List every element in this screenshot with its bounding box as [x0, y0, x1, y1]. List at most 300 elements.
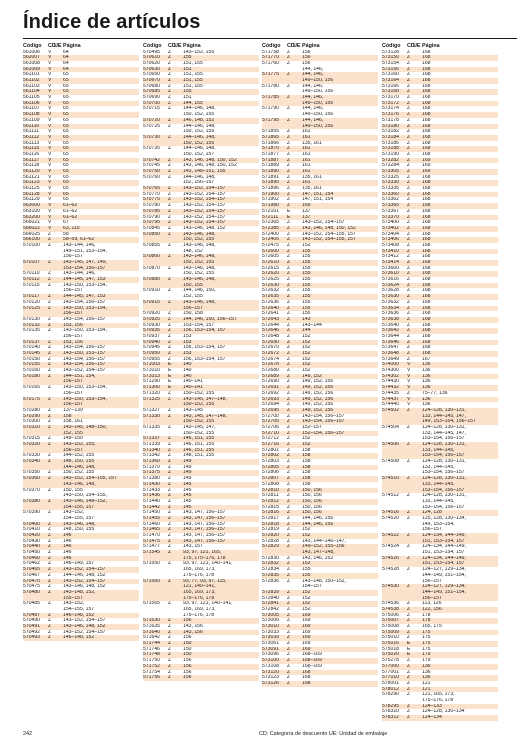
discount-category: Z: [48, 442, 52, 448]
page-refs: 93, 97, 121, 140–141,: [183, 601, 233, 607]
article-code: 571887: [262, 157, 279, 163]
page-refs: 149, 153–154,: [422, 521, 455, 527]
page-refs: 168–169: [302, 652, 322, 658]
discount-category: Z: [48, 567, 52, 573]
discount-category: Z: [407, 260, 411, 266]
discount-category: V: [48, 225, 52, 231]
page-refs: 137: [302, 214, 311, 220]
page-refs: 152: [302, 606, 311, 612]
article-code: 573154: [382, 60, 399, 66]
article-code: 566025: [23, 231, 40, 237]
page-refs: 151, 155: [183, 60, 203, 66]
page-refs: 148, 150, 155: [63, 527, 95, 533]
article-code: 571477: [143, 544, 160, 550]
discount-category: Z: [407, 265, 411, 271]
discount-category: Z: [168, 658, 172, 664]
page-refs: 168: [302, 675, 311, 681]
article-code: 570300: [23, 419, 40, 425]
discount-category: Z: [287, 504, 291, 510]
column-header: [143, 43, 259, 50]
discount-category: Z: [287, 95, 291, 101]
discount-category: Z: [287, 140, 291, 146]
article-code: 573128: [382, 49, 399, 55]
article-code: 570785: [143, 208, 160, 214]
discount-category: Z: [407, 584, 411, 590]
page-refs: 124–134, 144–149,: [422, 555, 466, 561]
page-refs: 150, 156: [302, 510, 322, 516]
article-code: 571795: [262, 117, 279, 123]
page-refs: 136: [422, 396, 431, 402]
article-code: 572632: [262, 288, 279, 294]
article-code: 573184: [382, 134, 399, 140]
article-code: 570685: [143, 89, 160, 95]
discount-category: Z: [287, 595, 291, 601]
article-code: 573325: [382, 174, 399, 180]
page-refs: 149–150, 156: [302, 123, 334, 129]
discount-category: Z: [407, 515, 411, 521]
discount-category: Z: [287, 447, 291, 453]
article-code: 574530: [382, 584, 399, 590]
page-refs: 151, 155: [183, 72, 203, 78]
discount-category: Z: [48, 527, 52, 533]
discount-category: Z: [287, 680, 291, 686]
article-code: 570360: [23, 476, 40, 482]
discount-category: Z: [407, 106, 411, 112]
discount-category: Z: [168, 515, 172, 521]
discount-category: Z: [48, 339, 52, 345]
page-refs: 168–169: [302, 663, 322, 669]
discount-category: Z: [287, 555, 291, 561]
page-refs: 150, 152, 155: [63, 470, 95, 476]
page-refs: 143–152,: [63, 601, 85, 607]
discount-category: Z: [287, 242, 291, 248]
article-code: 570670: [143, 78, 160, 84]
discount-category: Z: [407, 390, 411, 396]
discount-category: Z: [48, 618, 52, 624]
discount-category: Z: [287, 601, 291, 607]
discount-category: Z: [407, 78, 411, 84]
discount-category: Z: [48, 470, 52, 476]
discount-category: Z: [168, 197, 172, 203]
page-refs: 168: [422, 60, 431, 66]
page-refs: 143–144: [302, 322, 322, 328]
article-code: 573039: [262, 635, 279, 641]
page-refs: 143–150, 153–157: [63, 351, 106, 357]
discount-category: Z: [168, 123, 172, 129]
article-code: 572111: [262, 214, 279, 220]
article-code: 561103: [23, 83, 40, 89]
header-pagina: Página: [302, 43, 320, 49]
page-refs: 168: [422, 100, 431, 106]
article-code: 573647: [382, 345, 399, 351]
page-refs: 143–146, 148,: [63, 521, 96, 527]
page-refs: 135, 161: [302, 140, 322, 146]
article-code: 570493: [23, 635, 40, 641]
article-code: 575018: [382, 646, 399, 652]
article-code: 572840: [262, 595, 279, 601]
page-refs: 158: [63, 413, 72, 419]
discount-category: V: [407, 385, 411, 391]
page-refs: 168: [422, 66, 431, 72]
discount-category: V: [48, 117, 52, 123]
page-refs: 155: [302, 288, 311, 294]
article-code: 570120: [23, 299, 40, 305]
discount-category: Z: [168, 527, 172, 533]
article-code: 570735: [143, 146, 160, 152]
page-refs: 150, 156: [302, 487, 322, 493]
article-code: 570487: [23, 612, 40, 618]
index-column: [143, 43, 259, 681]
article-code: 570845: [143, 225, 160, 231]
page-refs: 169: [302, 635, 311, 641]
article-code: 577001: [382, 669, 399, 675]
discount-category: V: [407, 368, 411, 374]
page-refs: 168: [422, 123, 431, 129]
page-refs: 122, 156: [422, 606, 442, 612]
page-refs: 156–157: [63, 379, 83, 385]
article-code: 561104: [23, 89, 40, 95]
page-refs: 150: [183, 641, 192, 647]
article-code: 561109: [23, 117, 40, 123]
page-refs: 143–154, 156–157: [63, 299, 106, 305]
header-codigo: Código: [23, 43, 42, 49]
page-refs: 156–157: [63, 390, 83, 396]
page-refs: 146: [63, 544, 72, 550]
page-refs: 143–150, 153–154,: [63, 328, 107, 334]
page-refs: 150, 152, 155: [183, 237, 215, 243]
discount-category: Z: [407, 55, 411, 61]
article-code: 575008: [382, 624, 399, 630]
page-refs: 143, 144–146–147,: [302, 538, 346, 544]
page-refs: 161: [302, 163, 311, 169]
page-refs: 169: [422, 163, 431, 169]
article-code: 570680: [143, 83, 160, 89]
article-code: 573367: [382, 208, 399, 214]
article-code: 572808: [262, 481, 279, 487]
discount-category: Z: [168, 498, 172, 504]
discount-category: Z: [168, 487, 172, 493]
article-code: 573406: [382, 237, 399, 243]
discount-category: Z: [48, 356, 52, 362]
article-code: 572829: [262, 544, 279, 550]
article-code: 571465: [143, 527, 160, 533]
page-refs: 155: [302, 254, 311, 260]
page-refs: 143–152,: [63, 510, 85, 516]
discount-category: Z: [407, 134, 411, 140]
footer-legend: CD: Categoría de descuento UE: Unidad de embalaje: [259, 731, 388, 737]
page-refs: 136: [422, 675, 431, 681]
discount-category: Z: [407, 345, 411, 351]
article-code: 573033: [262, 629, 279, 635]
page-refs: 61–62: [63, 214, 78, 220]
discount-category: Z: [407, 339, 411, 345]
page-refs: 140: [183, 373, 192, 379]
page-refs: 158: [302, 459, 311, 465]
article-code: 570107: [23, 260, 40, 266]
article-code: 571642: [143, 635, 160, 641]
page-refs: 113, 126: [422, 601, 442, 607]
discount-category: V: [407, 362, 411, 368]
article-code: 570135: [23, 328, 40, 334]
discount-category: V: [48, 214, 52, 220]
article-code: 573108: [262, 663, 279, 669]
article-code: 570480: [23, 589, 40, 595]
discount-category: Z: [287, 316, 291, 322]
article-code: 572680: [262, 368, 279, 374]
page-refs: 67: [63, 220, 69, 226]
discount-category: Z: [407, 191, 411, 197]
article-code: 570290: [23, 413, 40, 419]
article-code: 573634: [382, 305, 399, 311]
page-refs: 143–154, 156–157: [302, 413, 345, 419]
article-code: 570610: [143, 55, 160, 61]
article-code: 572801: [262, 447, 279, 453]
page-refs: 93, 77, 93, 97, 115,: [183, 578, 227, 584]
article-code: 571290: [143, 379, 160, 385]
article-code: 572635: [262, 294, 279, 300]
page-refs: 155: [302, 260, 311, 266]
discount-category: Z: [168, 510, 172, 516]
article-code: 573408: [382, 242, 399, 248]
page-refs: 150, 152, 155: [183, 260, 215, 266]
article-code: 574510: [382, 476, 399, 482]
discount-category: Z: [168, 481, 172, 487]
page-refs: 152: [302, 601, 311, 607]
article-code: 570725: [143, 123, 160, 129]
discount-category: Z: [407, 100, 411, 106]
article-code: 570770: [143, 191, 160, 197]
page-refs: 156, 153–154, 157: [183, 345, 226, 351]
page-refs: 156–157: [183, 305, 203, 311]
article-code: 572817: [262, 515, 279, 521]
discount-category: Z: [287, 277, 291, 283]
page-refs: 65: [63, 78, 69, 84]
article-code: 570760: [143, 174, 160, 180]
article-code: 571300: [143, 385, 160, 391]
page-refs: 58–59, 61–62: [63, 237, 95, 243]
page-refs: 168: [422, 197, 431, 203]
discount-category: Z: [287, 493, 291, 499]
discount-category: Z: [407, 214, 411, 220]
article-code: 572610: [262, 260, 279, 266]
article-code: 570745: [143, 163, 160, 169]
discount-category: V: [48, 157, 52, 163]
discount-category: Z: [168, 186, 172, 192]
page-refs: 143–146, 148,: [183, 254, 216, 260]
article-code: 573284: [382, 163, 399, 169]
discount-category: Z: [168, 60, 172, 66]
page-refs: 133, 144–145,: [422, 481, 455, 487]
article-code: 574440: [382, 402, 399, 408]
page-refs: 65: [63, 157, 69, 163]
discount-category: Z: [287, 646, 291, 652]
article-code: 561121: [23, 174, 40, 180]
article-code: 572690: [262, 379, 279, 385]
index-column: [23, 43, 139, 641]
page-refs: 150, 155: [63, 487, 83, 493]
page-refs: 65: [63, 169, 69, 175]
article-code: 573005: [262, 612, 279, 618]
discount-category: V: [48, 197, 52, 203]
article-code: 571744: [143, 641, 160, 647]
page-refs: 133, 144–145,: [422, 447, 455, 453]
article-code: 572815: [262, 504, 279, 510]
article-code: 571895: [262, 180, 279, 186]
discount-category: Z: [287, 203, 291, 209]
article-code: 572832: [262, 561, 279, 567]
page-refs: 143, 147, 156–157: [183, 538, 226, 544]
page-refs: 175: [422, 635, 431, 641]
page-refs: 143–152, 155: [183, 49, 215, 55]
page-refs: 143–144, 146,: [63, 271, 96, 277]
discount-category: V: [48, 55, 52, 61]
discount-category: Z: [168, 117, 172, 123]
article-code: 572620: [262, 271, 279, 277]
discount-category: V: [407, 402, 411, 408]
discount-category: Z: [407, 692, 411, 698]
article-code: 572839: [262, 589, 279, 595]
page-refs: 168: [422, 339, 431, 345]
page-refs: 169: [302, 629, 311, 635]
article-code: 574302: [382, 373, 399, 379]
article-code: 571442: [143, 504, 160, 510]
discount-category: Z: [48, 294, 52, 300]
page-refs: 143, 146, 148, 150, 152: [183, 157, 237, 163]
discount-category: E: [168, 368, 172, 374]
article-code: 573010: [262, 624, 279, 630]
discount-category: Z: [287, 282, 291, 288]
page-refs: 65: [63, 186, 69, 192]
discount-category: Z: [168, 254, 172, 260]
page-refs: 152, 155: [63, 430, 83, 436]
article-code: 561008: [23, 60, 40, 66]
article-code: 571010: [143, 368, 160, 374]
discount-category: Z: [287, 248, 291, 254]
discount-category: Z: [287, 146, 291, 152]
discount-category: Z: [407, 493, 411, 499]
page-refs: 168: [422, 225, 431, 231]
page-refs: 143, 146, 148, 150, 152: [183, 163, 237, 169]
article-code: 572805: [262, 464, 279, 470]
page-refs: 161: [302, 134, 311, 140]
discount-category: Z: [407, 225, 411, 231]
article-code: 573096: [262, 652, 279, 658]
page-refs: 143–152, 154–157: [183, 191, 226, 197]
article-code: 574524: [382, 544, 399, 550]
page-refs: 144: [302, 328, 311, 334]
article-code: 571752: [143, 663, 160, 669]
page-refs: 124–134, 144–149,: [422, 533, 466, 539]
discount-category: Z: [287, 55, 291, 61]
discount-category: Z: [287, 675, 291, 681]
article-code: 570715: [143, 106, 160, 112]
page-refs: 152: [302, 362, 311, 368]
discount-category: Z: [48, 260, 52, 266]
article-code: 571754: [143, 669, 160, 675]
discount-category: Z: [287, 396, 291, 402]
article-code: 571013: [143, 373, 160, 379]
discount-category: Z: [168, 550, 172, 556]
discount-category: Z: [48, 436, 52, 442]
article-code: 575009: [382, 629, 399, 635]
page-refs: 152: [302, 595, 311, 601]
article-code: 574432: [382, 385, 399, 391]
discount-category: Z: [168, 134, 172, 140]
page-refs: 149, 152, 156: [302, 402, 334, 408]
discount-category: Z: [287, 134, 291, 140]
article-code: 573190: [382, 151, 399, 157]
discount-category: Z: [168, 493, 172, 499]
article-code: 572816: [262, 510, 279, 516]
article-code: 571750: [143, 658, 160, 664]
discount-category: Z: [48, 282, 52, 288]
article-code: 570160: [23, 368, 40, 374]
page-refs: 152: [302, 333, 311, 339]
page-refs: 156: [183, 635, 192, 641]
article-code: 578310: [382, 709, 399, 715]
page-refs: 156: [183, 658, 192, 664]
article-code: 573362: [382, 197, 399, 203]
discount-category: Z: [168, 470, 172, 476]
article-code: 571855: [262, 129, 279, 135]
article-code: 572694: [262, 402, 279, 408]
page-refs: 143: [302, 316, 311, 322]
discount-category: Z: [287, 561, 291, 567]
page-refs: 146–148, 152: [63, 612, 95, 618]
page-refs: 149–150, 156: [302, 100, 334, 106]
article-code: 572636: [262, 299, 279, 305]
page-refs: 167: [422, 356, 431, 362]
discount-category: Z: [168, 66, 172, 72]
discount-category: Z: [168, 504, 172, 510]
page-refs: 152: [302, 345, 311, 351]
discount-category: E: [287, 208, 291, 214]
article-code: 574430: [382, 379, 399, 385]
discount-category: Z: [287, 430, 291, 436]
page-refs: 133, 144–145, 147,: [422, 430, 466, 436]
page-refs: 143–148, 152,: [63, 589, 96, 595]
page-refs: 156, 153–154, 157: [183, 356, 226, 362]
article-code: 572695: [262, 407, 279, 413]
discount-category: Z: [287, 487, 291, 493]
discount-category: Z: [287, 652, 291, 658]
page-refs: 144–146, 148,: [183, 146, 216, 152]
page-refs: 168: [422, 78, 431, 84]
article-code: 573400: [382, 220, 399, 226]
discount-category: Z: [168, 675, 172, 681]
discount-category: Z: [48, 362, 52, 368]
discount-category: Z: [48, 510, 52, 516]
article-code: 570935: [143, 328, 160, 334]
page-refs: 144–152, 155: [63, 453, 95, 459]
discount-category: Z: [407, 533, 411, 539]
page-refs: 168: [422, 242, 431, 248]
page-refs: 175, 175–176, 178: [183, 555, 226, 561]
page-refs: 168: [422, 151, 431, 157]
article-code: 570720: [143, 117, 160, 123]
article-code: 570491: [23, 624, 40, 630]
discount-category: Z: [287, 510, 291, 516]
page-refs: 136: [422, 402, 431, 408]
article-code: 571790: [262, 106, 279, 112]
discount-category: Z: [407, 567, 411, 573]
page-refs: 155: [183, 55, 192, 61]
article-code: 572365: [262, 220, 279, 226]
discount-category: Z: [168, 464, 172, 470]
discount-category: Z: [287, 49, 291, 55]
page-refs: 153, 156: [63, 322, 83, 328]
article-code: 571902: [262, 197, 279, 203]
